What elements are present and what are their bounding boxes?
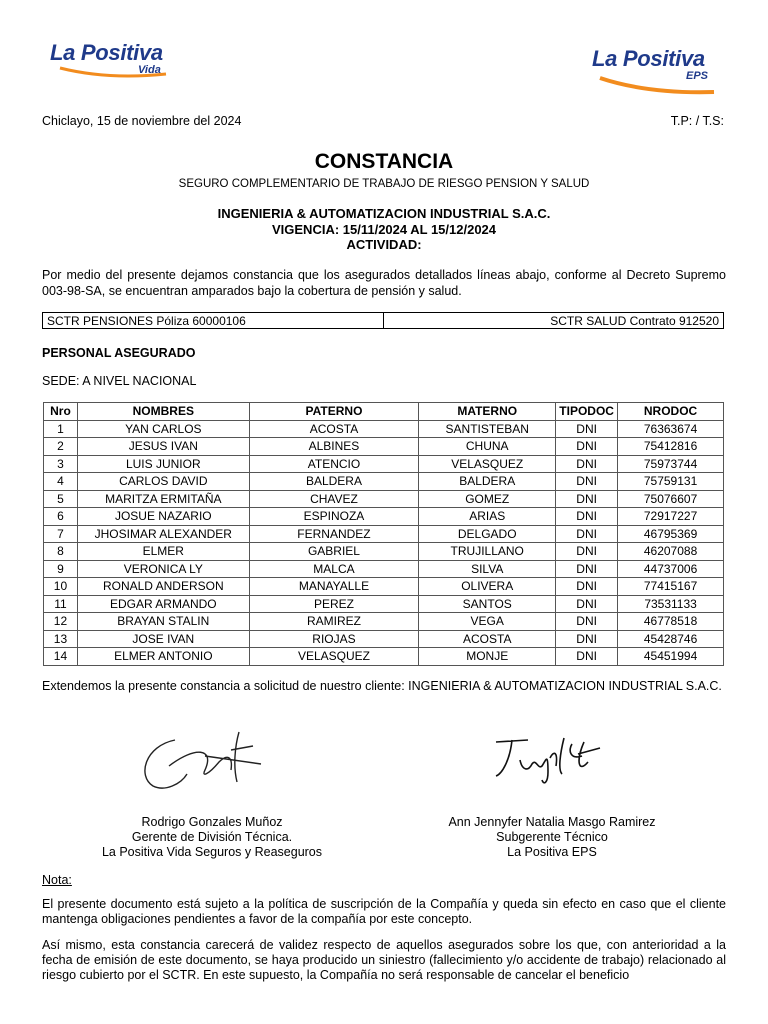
- table-header-cell: TIPODOC: [556, 403, 618, 421]
- table-cell: DELGADO: [419, 525, 556, 543]
- table-row: [44, 420, 724, 438]
- table-cell: 5: [44, 490, 78, 508]
- table-row: [44, 543, 724, 561]
- company-name: INGENIERIA & AUTOMATIZACION INDUSTRIAL S.A.C.: [217, 206, 551, 221]
- table-row: [44, 508, 724, 526]
- table-row: [44, 438, 724, 456]
- table-cell: DNI: [556, 508, 618, 526]
- signer-org: La Positiva Vida Seguros y Reaseguros: [101, 845, 323, 859]
- table-cell: MANAYALLE: [249, 578, 419, 596]
- logo-swoosh-icon: [598, 74, 716, 96]
- nota-paragraph-1: El presente documento está sujeto a la política de suscripción de la Compañía y queda sin efecto en caso que el cliente mantenga obligaciones pendientes a favor de la compañía por este concepto.: [42, 897, 726, 926]
- table-cell: 77415167: [618, 578, 724, 596]
- table-header-cell: NOMBRES: [77, 403, 249, 421]
- table-cell: DNI: [556, 595, 618, 613]
- table-cell: DNI: [556, 630, 618, 648]
- table-cell: 11: [44, 595, 78, 613]
- table-body: [44, 420, 724, 665]
- signer-org: La Positiva EPS: [507, 845, 597, 859]
- table-cell: CHAVEZ: [249, 490, 419, 508]
- place-date: Chiclayo, 15 de noviembre del 2024: [42, 114, 242, 128]
- logo-swoosh-icon: [58, 66, 170, 80]
- table-cell: DNI: [556, 578, 618, 596]
- actividad: ACTIVIDAD:: [346, 237, 422, 252]
- sede: SEDE: A NIVEL NACIONAL: [42, 374, 197, 388]
- table-cell: ACOSTA: [249, 420, 419, 438]
- table-cell: OLIVERA: [419, 578, 556, 596]
- table-cell: ACOSTA: [419, 630, 556, 648]
- table-cell: DNI: [556, 613, 618, 631]
- table-cell: 75412816: [618, 438, 724, 456]
- table-row: [44, 525, 724, 543]
- table-cell: ESPINOZA: [249, 508, 419, 526]
- nota-paragraph-2: Así mismo, esta constancia carecerá de validez respecto de aquellos asegurados sobre los que, con anterioridad a la fecha de emisión de este documento, se haya producido un siniestro (fallecimiento y/o accidente de trabajo) relacionado al riesgo cubierto por el SCTR. En este supuesto, la Compañía no será responsable de cancelar el beneficio: [42, 938, 726, 982]
- sctr-salud: SCTR SALUD Contrato 912520: [384, 312, 724, 329]
- table-cell: 12: [44, 613, 78, 631]
- vigencia: VIGENCIA: 15/11/2024 AL 15/12/2024: [271, 222, 497, 237]
- table-cell: ELMER ANTONIO: [77, 648, 249, 666]
- table-cell: DNI: [556, 648, 618, 666]
- table-row: [44, 630, 724, 648]
- table-cell: TRUJILLANO: [419, 543, 556, 561]
- table-cell: 75076607: [618, 490, 724, 508]
- sctr-pensiones: SCTR PENSIONES Póliza 60000106: [42, 312, 384, 329]
- la-positiva-eps-logo: [592, 46, 709, 82]
- table-cell: 72917227: [618, 508, 724, 526]
- table-row: [44, 613, 724, 631]
- table-header-cell: PATERNO: [249, 403, 419, 421]
- table-header-cell: MATERNO: [419, 403, 556, 421]
- logo-left-name: La Positiva: [50, 40, 163, 65]
- table-row: [44, 473, 724, 491]
- policy-box: [42, 312, 724, 330]
- table-cell: CHUNA: [419, 438, 556, 456]
- table-cell: PEREZ: [249, 595, 419, 613]
- table-cell: 14: [44, 648, 78, 666]
- table-cell: RONALD ANDERSON: [77, 578, 249, 596]
- nota-label: Nota:: [42, 873, 72, 887]
- table-cell: YAN CARLOS: [77, 420, 249, 438]
- table-row: [44, 648, 724, 666]
- table-cell: ELMER: [77, 543, 249, 561]
- table-cell: VERONICA LY: [77, 560, 249, 578]
- table-header-cell: Nro: [44, 403, 78, 421]
- table-cell: 8: [44, 543, 78, 561]
- table-cell: DNI: [556, 473, 618, 491]
- table-row: [44, 578, 724, 596]
- table-cell: BRAYAN STALIN: [77, 613, 249, 631]
- table-cell: 10: [44, 578, 78, 596]
- table-cell: MONJE: [419, 648, 556, 666]
- table-cell: MARITZA ERMITAÑA: [77, 490, 249, 508]
- table-cell: DNI: [556, 560, 618, 578]
- table-cell: VEGA: [419, 613, 556, 631]
- table-cell: 45428746: [618, 630, 724, 648]
- table-row: [44, 490, 724, 508]
- signature-rodrigo-icon: [135, 726, 275, 796]
- table-cell: VELASQUEZ: [419, 455, 556, 473]
- table-row: [44, 560, 724, 578]
- table-cell: 13: [44, 630, 78, 648]
- logo-right-name: La Positiva: [592, 46, 705, 71]
- table-cell: DNI: [556, 543, 618, 561]
- signature-block-left: [62, 815, 362, 860]
- table-row: [44, 455, 724, 473]
- signer-name: Ann Jennyfer Natalia Masgo Ramirez: [448, 815, 656, 829]
- table-cell: JESUS IVAN: [77, 438, 249, 456]
- table-cell: 45451994: [618, 648, 724, 666]
- logo-left-sub: Vida: [138, 64, 161, 76]
- table-row: [44, 595, 724, 613]
- personal-heading: PERSONAL ASEGURADO: [42, 346, 196, 360]
- table-cell: DNI: [556, 525, 618, 543]
- signature-block-right: [402, 815, 702, 860]
- table-cell: SILVA: [419, 560, 556, 578]
- table-cell: 3: [44, 455, 78, 473]
- table-cell: 75759131: [618, 473, 724, 491]
- table-cell: DNI: [556, 490, 618, 508]
- table-cell: 6: [44, 508, 78, 526]
- table-cell: VELASQUEZ: [249, 648, 419, 666]
- la-positiva-vida-logo: [50, 40, 163, 76]
- table-cell: 4: [44, 473, 78, 491]
- table-cell: DNI: [556, 420, 618, 438]
- signature-ann-icon: [492, 730, 612, 790]
- table-cell: 9: [44, 560, 78, 578]
- table-cell: MALCA: [249, 560, 419, 578]
- table-cell: LUIS JUNIOR: [77, 455, 249, 473]
- table-cell: ARIAS: [419, 508, 556, 526]
- table-cell: 73531133: [618, 595, 724, 613]
- table-header-row: [44, 403, 724, 421]
- table-cell: 46795369: [618, 525, 724, 543]
- table-cell: DNI: [556, 438, 618, 456]
- table-cell: 7: [44, 525, 78, 543]
- table-cell: GOMEZ: [419, 490, 556, 508]
- insured-table: [43, 402, 724, 666]
- table-cell: FERNANDEZ: [249, 525, 419, 543]
- logo-right-sub: EPS: [686, 70, 709, 82]
- document-subtitle: SEGURO COMPLEMENTARIO DE TRABAJO DE RIESGO PENSION Y SALUD: [178, 178, 590, 190]
- table-cell: EDGAR ARMANDO: [77, 595, 249, 613]
- tp-ts: T.P: / T.S:: [670, 114, 724, 128]
- table-cell: RAMIREZ: [249, 613, 419, 631]
- table-header-cell: NRODOC: [618, 403, 724, 421]
- table-cell: JOSUE NAZARIO: [77, 508, 249, 526]
- table-cell: BALDERA: [419, 473, 556, 491]
- signer-role: Gerente de División Técnica.: [131, 830, 293, 844]
- table-cell: 1: [44, 420, 78, 438]
- document-title: CONSTANCIA: [314, 150, 454, 173]
- table-cell: 75973744: [618, 455, 724, 473]
- intro-paragraph: Por medio del presente dejamos constancia que los asegurados detallados líneas abajo, conforme al Decreto Supremo 003-98-SA, se encuentran amparados bajo la cobertura de pensión y salud.: [42, 268, 726, 298]
- table-cell: RIOJAS: [249, 630, 419, 648]
- table-cell: SANTOS: [419, 595, 556, 613]
- table-cell: CARLOS DAVID: [77, 473, 249, 491]
- table-cell: 44737006: [618, 560, 724, 578]
- table-cell: BALDERA: [249, 473, 419, 491]
- signer-name: Rodrigo Gonzales Muñoz: [141, 815, 283, 829]
- table-cell: JHOSIMAR ALEXANDER: [77, 525, 249, 543]
- table-cell: ALBINES: [249, 438, 419, 456]
- table-cell: 46207088: [618, 543, 724, 561]
- signer-role: Subgerente Técnico: [496, 830, 608, 844]
- table-cell: 2: [44, 438, 78, 456]
- table-cell: 46778518: [618, 613, 724, 631]
- table-cell: SANTISTEBAN: [419, 420, 556, 438]
- table-cell: GABRIEL: [249, 543, 419, 561]
- table-cell: JOSE IVAN: [77, 630, 249, 648]
- table-cell: ATENCIO: [249, 455, 419, 473]
- table-cell: 76363674: [618, 420, 724, 438]
- table-cell: DNI: [556, 455, 618, 473]
- extension-paragraph: Extendemos la presente constancia a solicitud de nuestro cliente: INGENIERIA & AUTOMATIZACION INDUSTRIAL S.A.C.: [42, 679, 722, 693]
